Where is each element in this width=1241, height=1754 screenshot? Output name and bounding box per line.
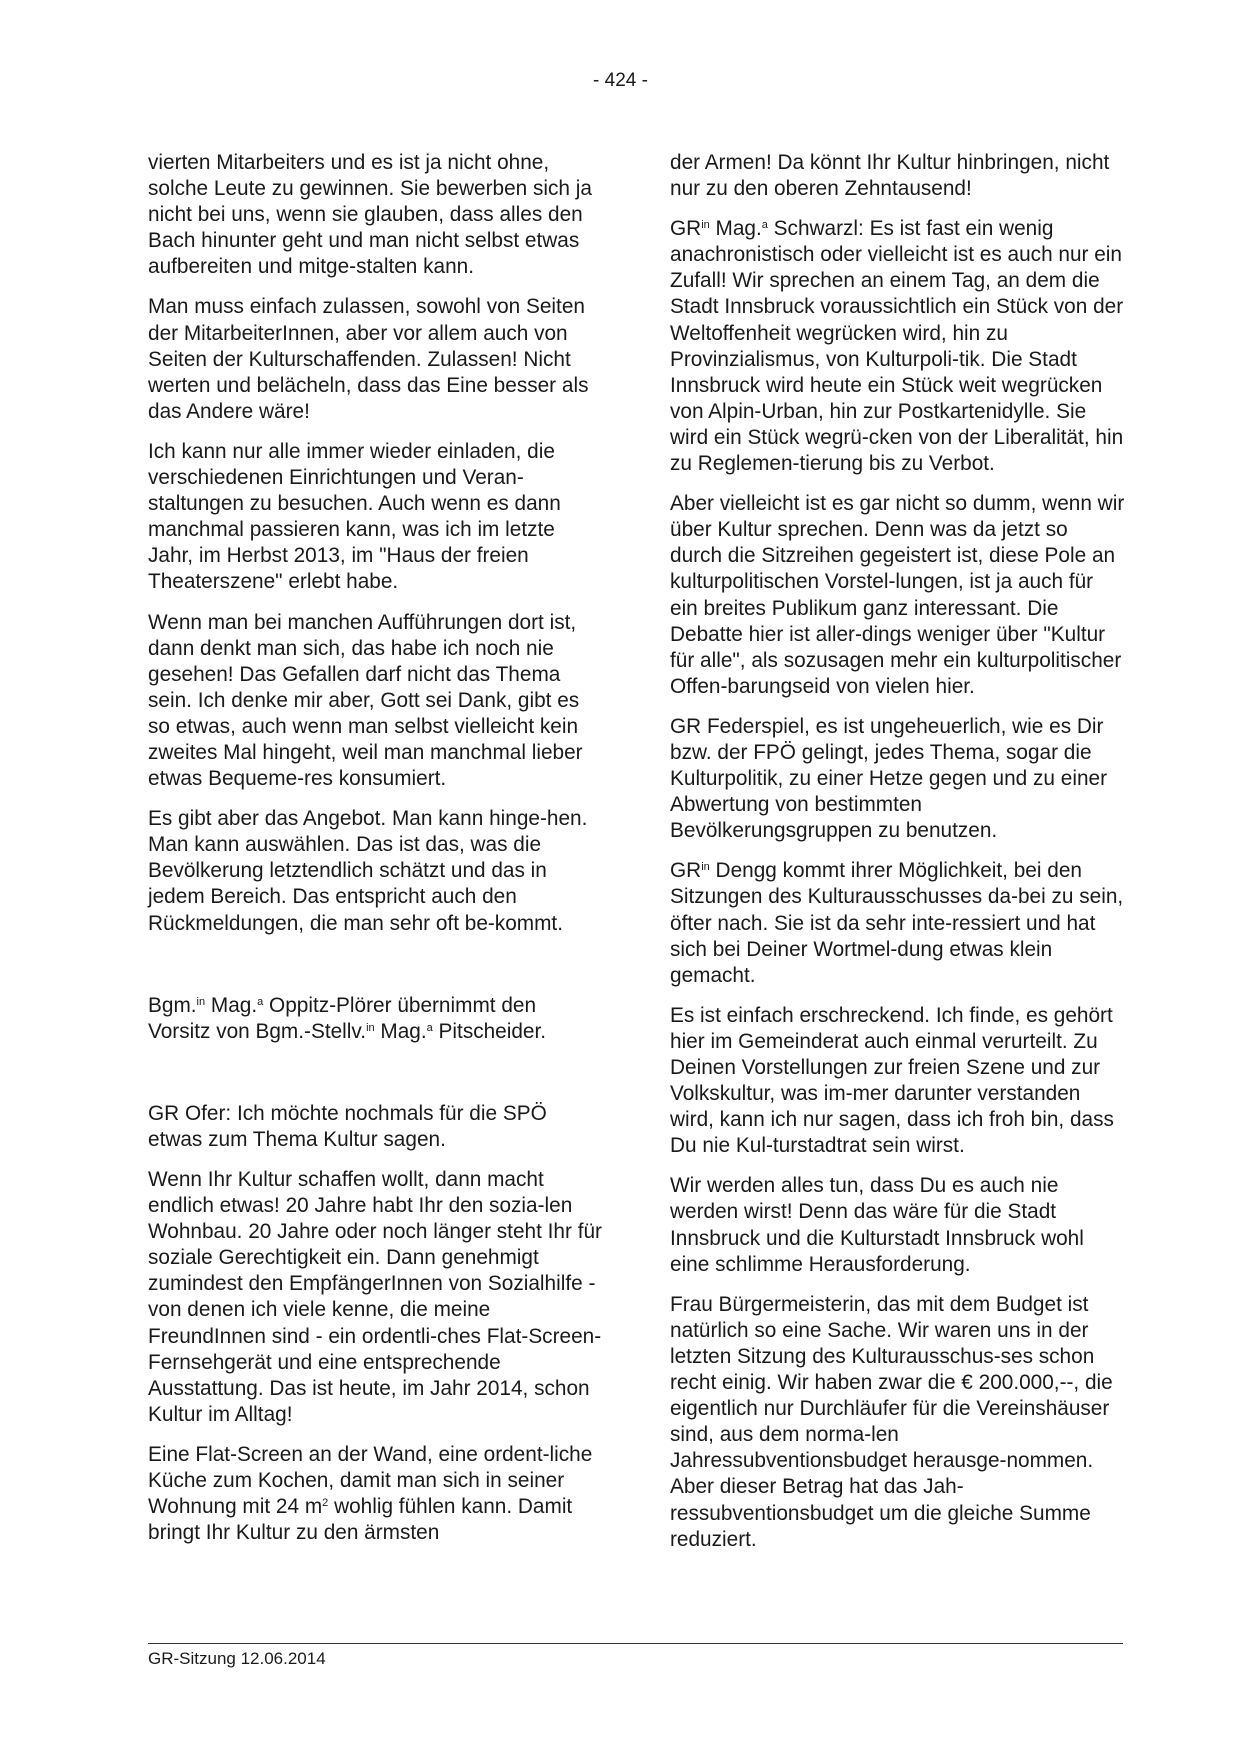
paragraph: der Armen! Da könnt Ihr Kultur hinbringen, nicht nur zu den oberen Zehntausend! bbox=[670, 151, 1110, 201]
paragraph: Man muss einfach zulassen, sowohl von Seiten der MitarbeiterInnen, aber vor allem auch von Seiten der Kulturschaffenden. Zulassen! Nicht werten und belächeln, dass das Eine besser als das Andere wäre! bbox=[148, 295, 589, 423]
superscript: a bbox=[426, 1021, 433, 1034]
paragraph bbox=[148, 1442, 603, 1546]
text-run: Mag. bbox=[205, 993, 258, 1017]
text-run: Oppitz-Plörer übernimmt den Vorsitz von Bgm.-Stellv. bbox=[148, 993, 537, 1043]
text-run: GR bbox=[670, 859, 702, 883]
text-run: Dengg kommt ihrer Möglichkeit, bei den Sitzungen des Kulturausschusses da-bei zu sein, öfter nach. Sie ist da sehr inte-ressiert und hat sich bei Deiner Wortmel-dung etwas klein gemacht. bbox=[670, 859, 1124, 987]
superscript: a bbox=[257, 995, 264, 1008]
paragraph: Es gibt aber das Angebot. Man kann hinge-hen. Man kann auswählen. Das ist das, was die Bevölkerung letztendlich schätzt und das in jedem Bereich. Das entspricht auch den Rückmeldungen, die man sehr oft be-kommt. bbox=[148, 807, 588, 935]
paragraph bbox=[670, 858, 1125, 988]
text-run: Mag. bbox=[374, 1019, 427, 1043]
text-run: Eine Flat-Screen an der Wand, eine ordent-liche Küche zum Kochen, damit man sich in seiner Wohnung mit 24 m bbox=[148, 1442, 593, 1519]
left-column bbox=[148, 150, 603, 1560]
superscript: in bbox=[701, 219, 710, 232]
text-run: Schwarzl: Es ist fast ein wenig anachronistisch oder vielleicht ist es auch nur ein Zufall! Wir sprechen an einem Tag, an dem die Stadt Innsbruck voraussichtlich ein Stück von der Weltoffenheit wegrücken wird, hin zu Provinzialismus, von Kulturpoli-tik. Die Stadt Innsbruck wird heute ein Stück weit wegrücken von Alpin-Urban, hin zur Postkartenidylle. Sie wird ein Stück wegrü-cken von der Liberalität, hin zu Reglemen-tierung bis zu Verbot. bbox=[670, 217, 1124, 476]
superscript: in bbox=[701, 861, 710, 874]
footer-session-date: GR-Sitzung 12.06.2014 bbox=[148, 1649, 326, 1668]
superscript: a bbox=[761, 219, 768, 232]
text-run: Mag. bbox=[709, 217, 762, 241]
chair-change-note bbox=[148, 993, 603, 1045]
speaker-paragraph bbox=[670, 216, 1125, 477]
paragraph: Frau Bürgermeisterin, das mit dem Budget ist natürlich so eine Sache. Wir waren uns in der letzten Sitzung des Kulturausschus-ses schon recht einig. Wir haben zwar die € 200.000,--, die eigentlich nur Durchläufer für die Vereinshäuser sind, aus dem norma-len Jahressubventionsbudget herausge-nommen. Aber dieser Betrag hat das Jah-ressubventionsbudget um die gleiche Summe reduziert. bbox=[670, 1292, 1113, 1551]
paragraph: Wenn man bei manchen Aufführungen dort ist, dann denkt man sich, das habe ich noch nie gesehen! Das Gefallen darf nicht das Thema sein. Ich denke mir aber, Gott sei Dank, gibt es so etwas, auch wenn man selbst vielleicht kein zweites Mal hingeht, weil man manchmal lieber etwas Bequeme-res konsumiert. bbox=[148, 610, 583, 791]
paragraph: Ich kann nur alle immer wieder einladen, die verschiedenen Einrichtungen und Veran-staltungen zu besuchen. Auch wenn es dann manchmal passieren kann, was ich im letzte Jahr, im Herbst 2013, im "Haus der freien Theaterszene" erlebt habe. bbox=[148, 439, 561, 594]
text-run: GR bbox=[670, 217, 702, 241]
paragraph: Wir werden alles tun, dass Du es auch nie werden wirst! Denn das wäre für die Stadt Innsbruck und die Kulturstadt Innsbruck wohl eine schlimme Herausforderung. bbox=[670, 1174, 1084, 1276]
paragraph: vierten Mitarbeiters und es ist ja nicht ohne, solche Leute zu gewinnen. Sie bewerben sich ja nicht bei uns, wenn sie glauben, dass alles den Bach hinunter geht und man nicht selbst etwas aufbereiten und mitge-stalten kann. bbox=[148, 151, 592, 279]
paragraph: GR Federspiel, es ist ungeheuerlich, wie es Dir bzw. der FPÖ gelingt, jedes Thema, sogar die Kulturpolitik, zu einer Hetze gegen und zu einer Abwertung von bestimmten Bevölkerungsgruppen zu benutzen. bbox=[670, 714, 1107, 843]
text-run: Pitscheider. bbox=[432, 1019, 547, 1043]
right-column bbox=[670, 150, 1125, 1567]
superscript: 2 bbox=[322, 1497, 329, 1510]
text-run: Bgm. bbox=[148, 993, 197, 1017]
superscript: in bbox=[366, 1021, 375, 1034]
paragraph: Aber vielleicht ist es gar nicht so dumm, wenn wir über Kultur sprechen. Denn was da jetzt so durch die Sitzreihen gegeistert ist, diese Pole an kulturpolitischen Vorstel-lungen, ist ja auch für ein breites Publikum ganz interessant. Die Debatte hier ist aller-dings weniger über "Kultur für alle", als sozusagen mehr ein kulturpolitischer Offen-barungseid von vielen hier. bbox=[670, 492, 1125, 698]
paragraph: Es ist einfach erschreckend. Ich finde, es gehört hier im Gemeinderat auch einmal verurteilt. Zu Deinen Vorstellungen zur freien Szene und zur Volkskultur, was im-mer darunter verstanden wird, kann ich nur sagen, dass ich froh bin, dass Du nie Kul-turstadtrat sein wirst. bbox=[670, 1003, 1114, 1158]
superscript: in bbox=[196, 995, 206, 1008]
paragraph: Wenn Ihr Kultur schaffen wollt, dann macht endlich etwas! 20 Jahre habt Ihr den sozia-len Wohnbau. 20 Jahre oder noch länger steht Ihr für soziale Gerechtigkeit ein. Dann genehmigt zumindest den EmpfängerInnen von Sozialhilfe - von denen ich viele kenne, die meine FreundInnen sind - ein ordentli-ches Flat-Screen-Fernsehgerät und eine entsprechende Ausstattung. Das ist heute, im Jahr 2014, schon Kultur im Alltag! bbox=[148, 1168, 602, 1426]
footer-divider bbox=[148, 1643, 1123, 1644]
speaker-paragraph: GR Ofer: Ich möchte nochmals für die SPÖ etwas zum Thema Kultur sagen. bbox=[148, 1101, 547, 1151]
page-number: - 424 - bbox=[593, 70, 648, 91]
text-run: wohlig fühlen kann. Damit bringt Ihr Kultur zu den ärmsten bbox=[148, 1495, 573, 1545]
